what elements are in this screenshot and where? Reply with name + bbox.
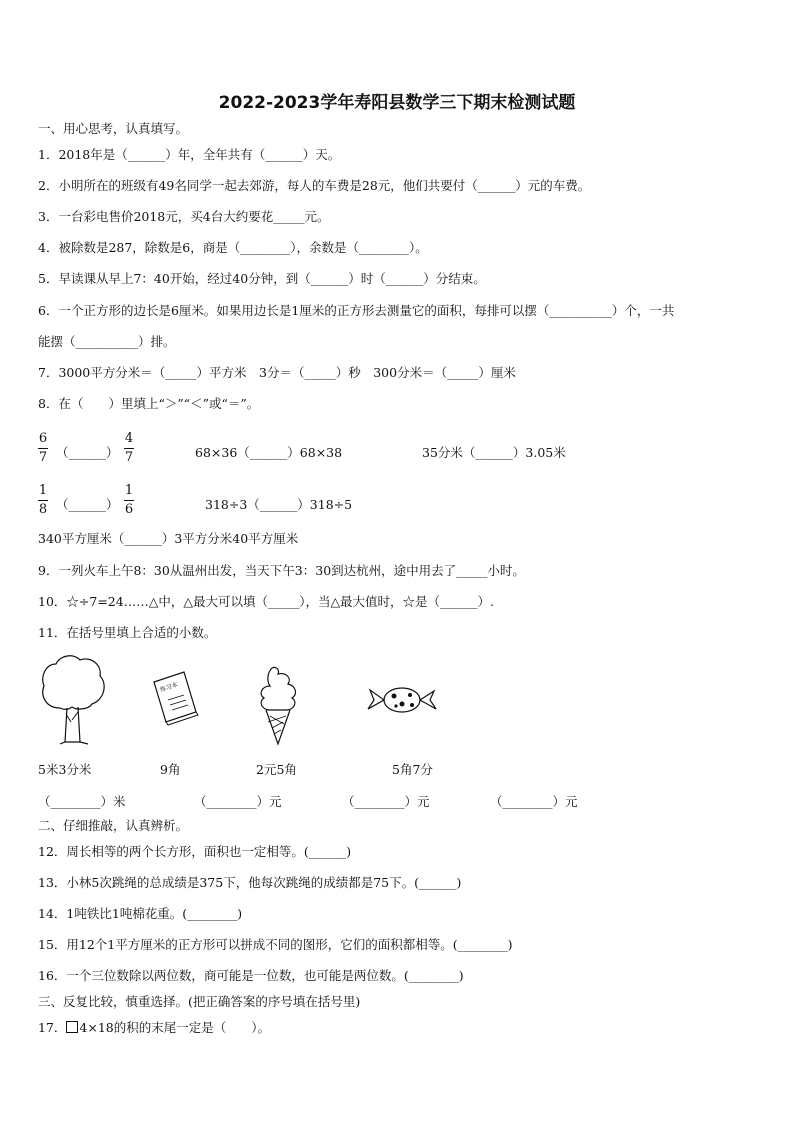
- candy-icon: [366, 685, 438, 715]
- fraction-bar: [38, 448, 48, 449]
- question-4: 4．被除数是287，除数是6，商是（________），余数是（________）。: [38, 240, 428, 255]
- denominator: 7: [38, 450, 48, 465]
- question-17: [38, 1020, 270, 1036]
- numerator: 6: [38, 431, 48, 446]
- notebook-label: 练习本: [159, 681, 179, 694]
- question-6-line-2: 能摆（__________）排。: [38, 334, 176, 349]
- section-1-heading: 一、用心思考，认真填写。: [38, 121, 189, 136]
- question-3: 3．一台彩电售价2018元，买4台大约要花_____元。: [38, 209, 330, 224]
- section-3-heading: 三、反复比较，慎重选择。(把正确答案的序号填在括号里): [38, 994, 361, 1009]
- question-7: 7．3000平方分米＝（_____）平方米 3分＝（_____）秒 300分米＝（_____）厘米: [38, 365, 516, 380]
- caption-notebook: 9角: [160, 762, 181, 777]
- fraction-bar: [124, 500, 134, 501]
- numerator: 1: [124, 483, 134, 498]
- compare-blank-4: （______）: [56, 497, 119, 512]
- fraction-4-7: [124, 432, 134, 465]
- compare-item-2: 68×36（______）68×38: [195, 445, 343, 460]
- page-title: 2022-2023学年寿阳县数学三下期末检测试题: [218, 93, 576, 113]
- question-17-number: 17．: [38, 1020, 67, 1035]
- fraction-bar: [38, 500, 48, 501]
- fraction-6-7: [38, 432, 48, 465]
- denominator: 7: [124, 450, 134, 465]
- fraction-bar: [124, 448, 134, 449]
- caption-candy: 5角7分: [392, 762, 433, 777]
- compare-item-6: 340平方厘米（______）3平方分米40平方厘米: [38, 531, 299, 546]
- question-12: 12．周长相等的两个长方形，面积也一定相等。(______): [38, 844, 352, 859]
- compare-blank-1: （______）: [56, 445, 119, 460]
- caption-tree: 5米3分米: [38, 762, 92, 777]
- answer-tree: （________）米: [38, 794, 126, 809]
- denominator: 8: [38, 502, 48, 517]
- question-11: 11．在括号里填上合适的小数。: [38, 625, 217, 640]
- compare-item-5: 318÷3（______）318÷5: [205, 497, 353, 512]
- question-6-line-1: 6．一个正方形的边长是6厘米。如果用边长是1厘米的正方形去测量它的面积，每排可以摆（__________）个，一共: [38, 303, 675, 318]
- tree-icon: [38, 652, 108, 748]
- question-16: 16．一个三位数除以两位数，商可能是一位数，也可能是两位数。(________): [38, 968, 464, 983]
- question-14: 14．1吨铁比1吨棉花重。(________): [38, 906, 243, 921]
- question-8: 8．在（ ）里填上“＞”“＜”或“＝”。: [38, 396, 260, 411]
- answer-notebook: （________）元: [194, 794, 282, 809]
- numerator: 4: [124, 431, 134, 446]
- answer-candy: （________）元: [490, 794, 578, 809]
- fraction-1-6: [124, 484, 134, 517]
- numerator: 1: [38, 483, 48, 498]
- blank-square-icon: [66, 1021, 78, 1033]
- question-13: 13．小林5次跳绳的总成绩是375下，他每次跳绳的成绩都是75下。(______): [38, 875, 462, 890]
- caption-ice-cream: 2元5角: [256, 762, 297, 777]
- question-2: 2．小明所在的班级有49名同学一起去郊游，每人的车费是28元，他们共要付（______）元的车费。: [38, 178, 591, 193]
- question-10: 10．☆÷7=24……△中，△最大可以填（_____），当△最大值时，☆是（______）.: [38, 594, 495, 609]
- question-15: 15．用12个1平方厘米的正方形可以拼成不同的图形，它们的面积都相等。(________): [38, 937, 513, 952]
- compare-item-3: 35分米（______）3.05米: [422, 445, 566, 460]
- denominator: 6: [124, 502, 134, 517]
- notebook-icon: [150, 670, 200, 726]
- question-9: 9．一列火车上午8：30从温州出发，当天下午3：30到达杭州，途中用去了_____小时。: [38, 563, 525, 578]
- section-2-heading: 二、仔细推敲，认真辨析。: [38, 818, 189, 833]
- ice-cream-icon: [256, 664, 304, 746]
- question-5: 5．早读课从早上7：40开始，经过40分钟，到（______）时（______）分结束。: [38, 271, 486, 286]
- question-17-text: 4×18的积的末尾一定是（ ）。: [79, 1020, 270, 1035]
- answer-ice-cream: （________）元: [342, 794, 430, 809]
- question-1: 1．2018年是（______）年，全年共有（______）天。: [38, 147, 341, 162]
- fraction-1-8: [38, 484, 48, 517]
